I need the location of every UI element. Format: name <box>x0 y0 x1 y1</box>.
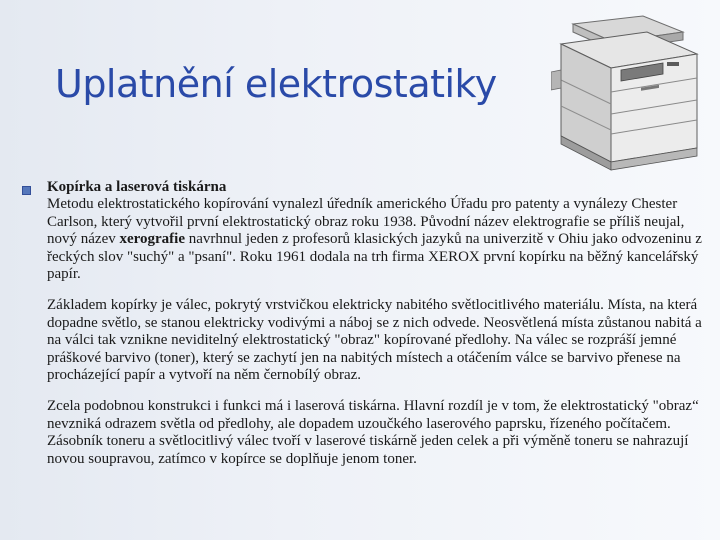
photocopier-icon <box>551 10 701 176</box>
xerografie-term: xerografie <box>119 231 186 248</box>
bullet-marker <box>22 186 31 195</box>
paragraph-1-text-a: Metodu elektrostatického kopírování vynalezl úředník amerického Úřadu pro patenty a vynálezy Chester Carlson, který vytvořil první elektrostatický obraz roku 1938. Původní název elektrografie se příliš neujal, nový název <box>47 196 685 248</box>
bullet-heading: Kopírka a laserová tiskárna <box>47 179 227 195</box>
bullet-content <box>47 179 715 468</box>
slide-title: Uplatnění elektrostatiky <box>55 62 497 106</box>
paragraph-1-text-b: navrhnul jeden z profesorů klasických jazyků na univerzitě v Ohiu jako odvozeninu z řeckých slov "suchý" a "psaní". Roku 1961 dodala na trh firma XEROX první kopírku na běžný kancelářský papír. <box>47 231 702 283</box>
paragraph-3: Zcela podobnou konstrukci i funkci má i laserová tiskárna. Hlavní rozdíl je v tom, že elektrostatický "obraz“ nevzniká odrazem světla od předlohy, ale dopadem uzoučkého laserového paprsku, řízeného počítačem. Zásobník toneru a světlocitlivý válec tvoří v laserové tiskárně jeden celek a při výměně toneru se nahrazují novou soupravou, zatímco v kopírce se doplňuje jenom toner. <box>47 398 699 467</box>
paragraph-1 <box>47 179 715 283</box>
paragraph-2: Základem kopírky je válec, pokrytý vrstvičkou elektricky nabitého světlocitlivého materiálu. Místa, na která dopadne světlo, se stanou elektricky vodivými a náboj se z nich odvede. Neosvětlená místa zůstanou nabitá a na válci tak vznikne neviditelný elektrostatický "obraz" kopírované předlohy. Na válec se rozpráší jemné práškové barvivo (toner), který se zachytí jen na nabitých místech a otáčením válce se barvivo přenese na procházející papír a vytvoří na něm černobílý obraz. <box>47 297 702 384</box>
